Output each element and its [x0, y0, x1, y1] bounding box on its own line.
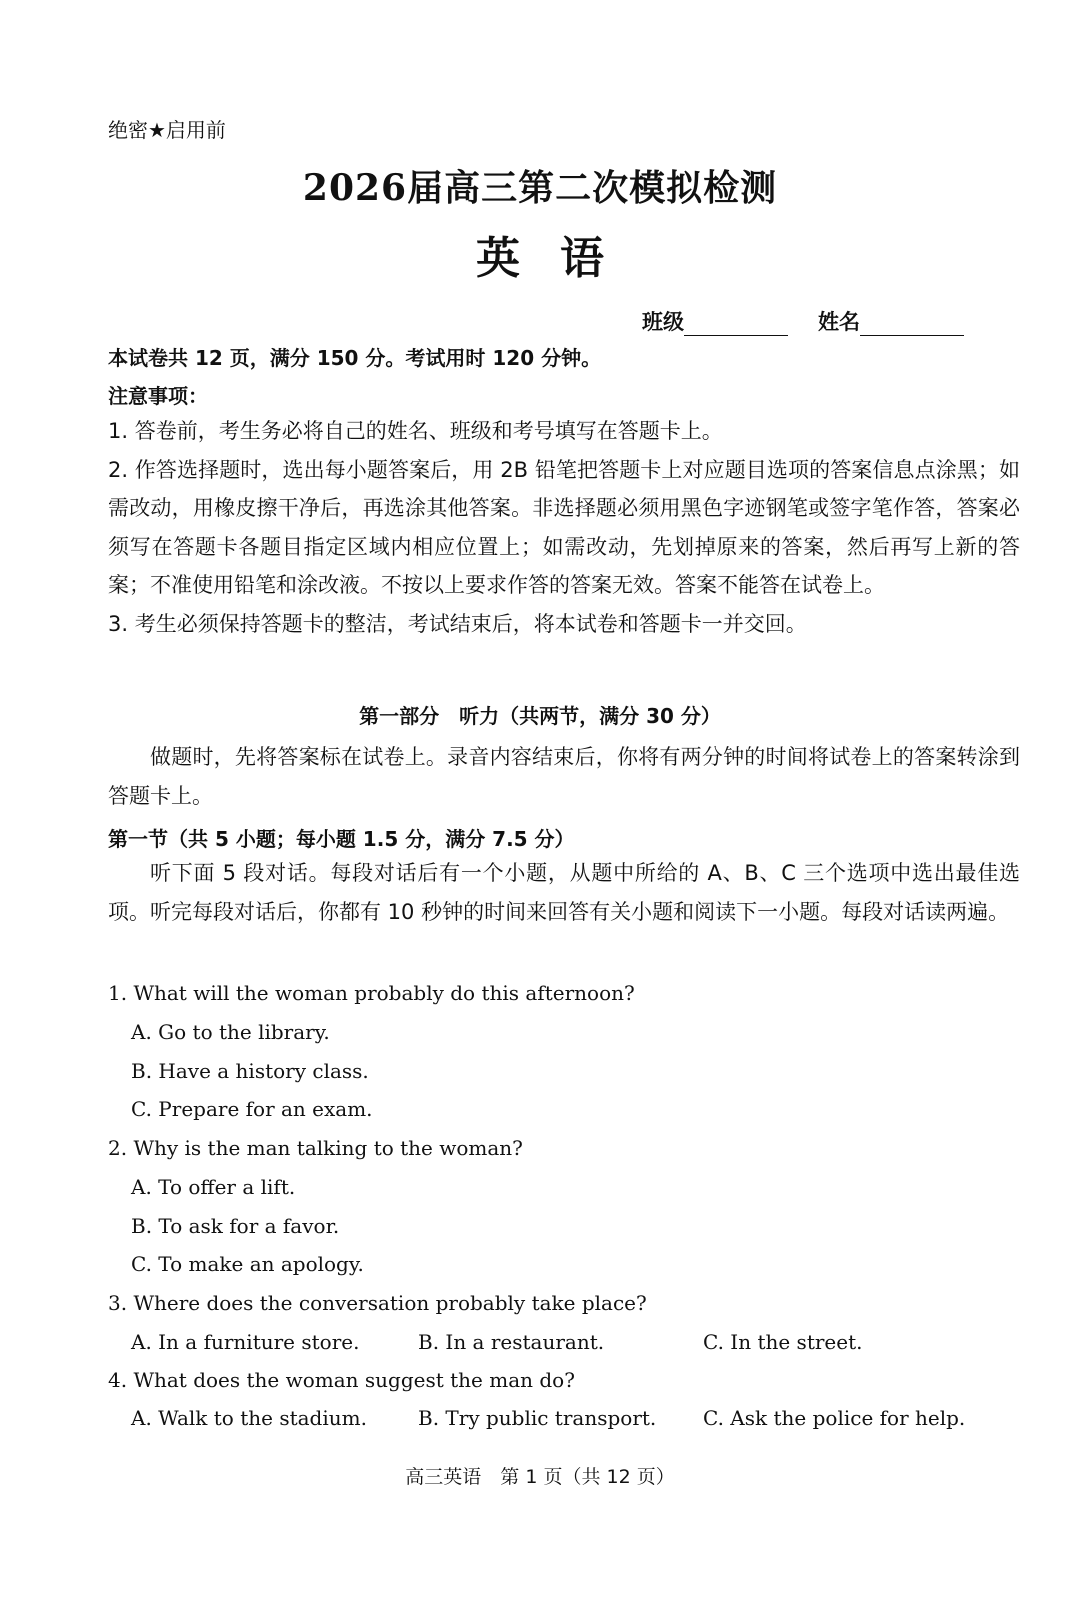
question-2-option-a: A. To offer a lift. — [131, 1175, 296, 1199]
confidential-label: 绝密★启用前 — [108, 118, 226, 142]
question-1-stem: 1. What will the woman probably do this afternoon? — [108, 981, 635, 1005]
question-3-option-b: B. In a restaurant. — [418, 1330, 605, 1354]
note-item: 1. 答卷前，考生务必将自己的姓名、班级和考号填写在答题卡上。 — [108, 419, 723, 443]
class-field — [642, 306, 788, 336]
exam-title: 2026届高三第二次模拟检测 — [302, 167, 778, 209]
subject-title: 英语 — [476, 233, 644, 284]
note-item: 3. 考生必须保持答题卡的整洁，考试结束后，将本试卷和答题卡一并交回。 — [108, 611, 807, 636]
name-field — [818, 306, 964, 336]
notes-heading: 注意事项： — [108, 384, 208, 408]
question-4-option-b: B. Try public transport. — [418, 1406, 657, 1430]
name-label: 姓名 — [818, 310, 860, 334]
note-item: 2. 作答选择题时，选出每小题答案后，用 2B 铅笔把答题卡上对应题目选项的答案信息点涂黑；如需改动，用橡皮擦干净后，再选涂其他答案。非选择题必须用黑色字迹钢笔或签字笔作答，答案必须写在答题卡各题目指定区域内相应位置上；如需改动，先划掉原来的答案，然后再写上新的答案；不准使用铅笔和涂改液。不按以上要求作答的答案无效。答案不能答在试卷上。 — [108, 457, 1020, 597]
question-1-option-a: A. Go to the library. — [131, 1020, 330, 1044]
page-footer: 高三英语 第 1 页（共 12 页） — [405, 1466, 675, 1488]
question-3-option-c: C. In the street. — [703, 1330, 863, 1354]
section1-instruction: 听下面 5 段对话。每段对话后有一个小题，从题中所给的 A、B、C 三个选项中选出最佳选项。听完每段对话后，你都有 10 秒钟的时间来回答有关小题和阅读下一小题。每段对话读两遍。 — [108, 861, 1020, 924]
question-4-option-a: A. Walk to the stadium. — [131, 1406, 367, 1430]
question-3-stem: 3. Where does the conversation probably take place? — [108, 1291, 647, 1315]
question-1-option-c: C. Prepare for an exam. — [131, 1097, 373, 1121]
class-blank — [684, 313, 788, 336]
question-3-option-a: A. In a furniture store. — [131, 1330, 360, 1354]
question-1-option-b: B. Have a history class. — [131, 1059, 369, 1083]
part1-heading: 第一部分 听力（共两节，满分 30 分） — [359, 704, 721, 728]
class-label: 班级 — [642, 310, 684, 334]
notes-list — [108, 412, 1020, 643]
exam-summary: 本试卷共 12 页，满分 150 分。考试用时 120 分钟。 — [108, 346, 602, 370]
question-2-option-b: B. To ask for a favor. — [131, 1214, 340, 1238]
question-2-stem: 2. Why is the man talking to the woman? — [108, 1136, 523, 1160]
question-2-option-c: C. To make an apology. — [131, 1252, 364, 1276]
question-4-option-c: C. Ask the police for help. — [703, 1406, 966, 1430]
name-blank — [860, 313, 964, 336]
section1-heading: 第一节（共 5 小题；每小题 1.5 分，满分 7.5 分） — [108, 827, 575, 851]
part1-instruction: 做题时，先将答案标在试卷上。录音内容结束后，你将有两分钟的时间将试卷上的答案转涂到答题卡上。 — [108, 745, 1020, 808]
question-4-stem: 4. What does the woman suggest the man do? — [108, 1368, 575, 1392]
